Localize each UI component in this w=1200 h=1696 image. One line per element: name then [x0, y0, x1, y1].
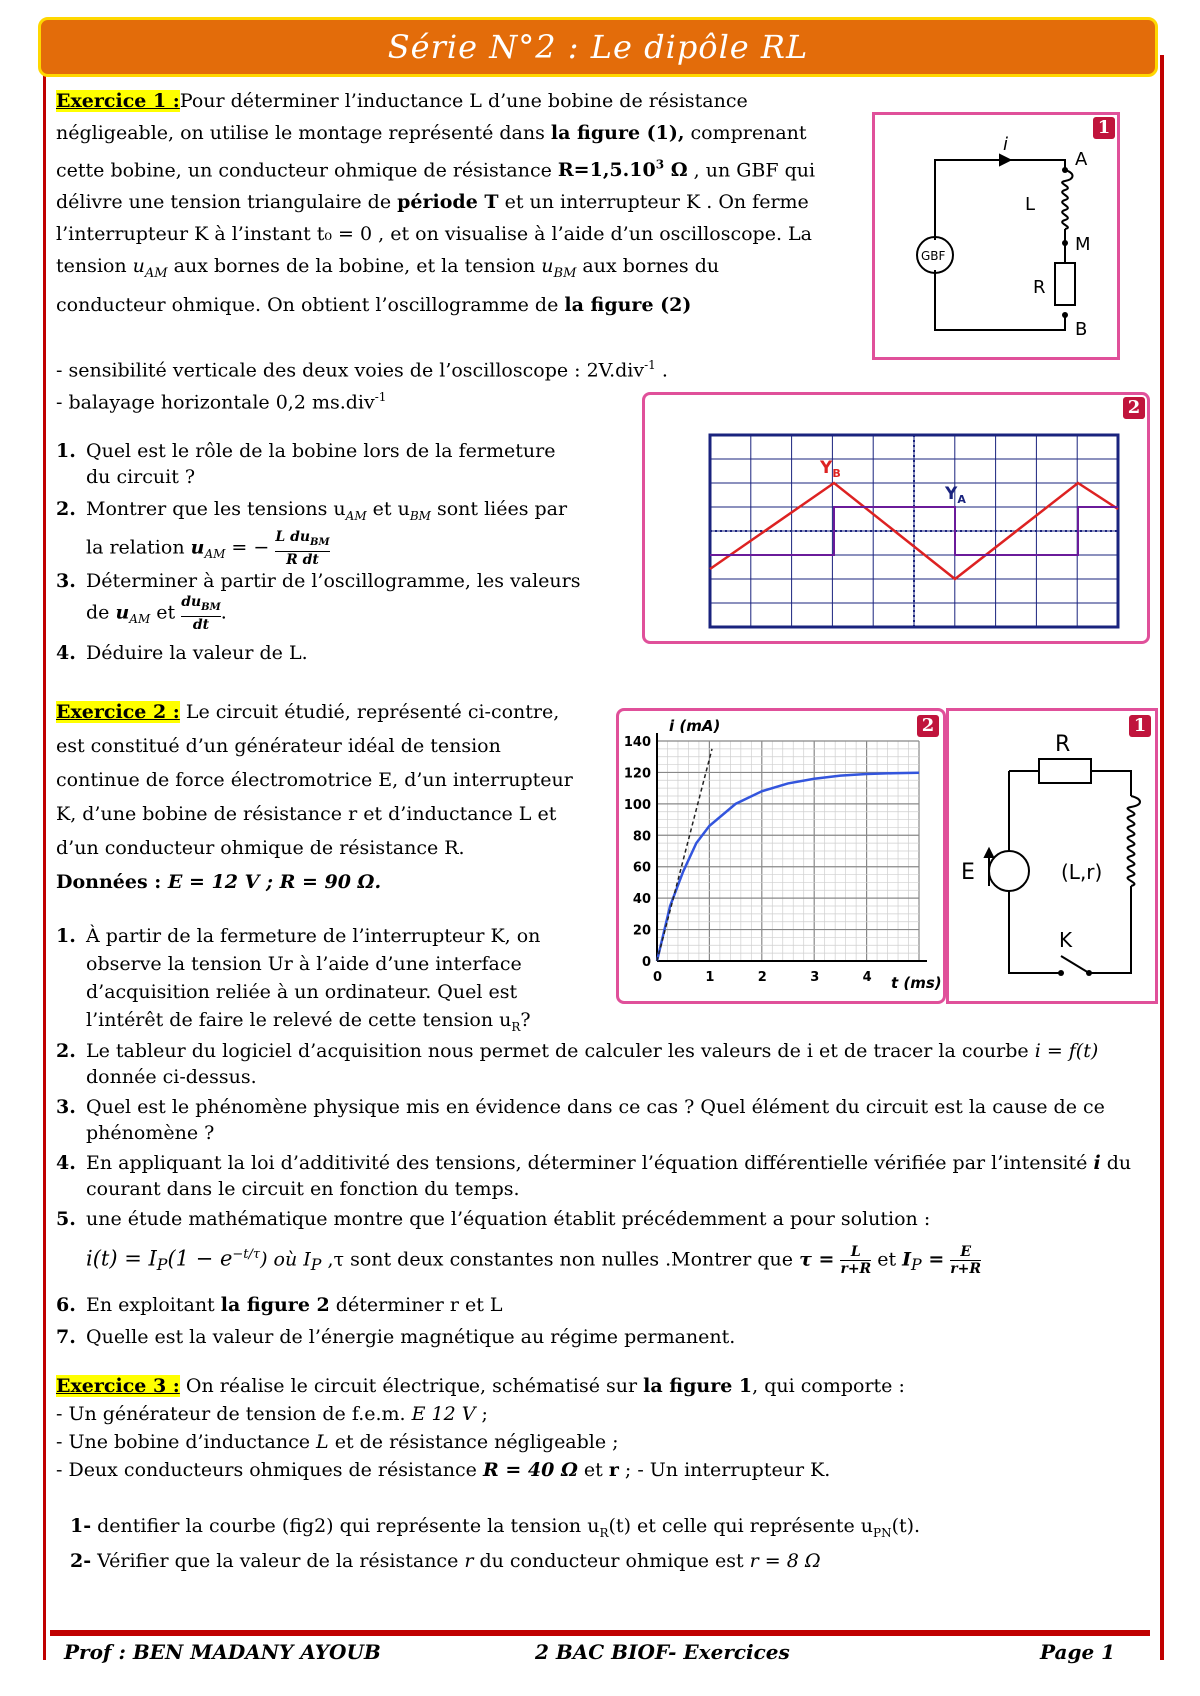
chart-ytick: 60	[632, 860, 651, 876]
footer-page: Page 1	[1040, 1640, 1116, 1664]
ex1-fig2-badge: 2	[1123, 397, 1145, 419]
chart-ytick: 0	[641, 955, 651, 970]
ex1-intro: Exercice 1 :Pour déterminer l’inductance L d’une bobine de résistance négligeable, on utilise le montage représenté dans la figure (1), comprenant cette bobine, un conducteur ohmique de résistance $R=1,5.10^3$ Ω , un GBF qui délivre une tension triangulaire de période T et un interrupteur K . On ferme l’interrupteur K à l’instant t₀ = 0 , et on visualise à l’aide d’un oscilloscope. La tension $u_{AM}$ aux bornes de la bobine, et la tension $u_{BM}$ aux bornes du conducteur ohmique. On obtient l’oscillogramme de la figure (2)	[56, 90, 816, 317]
ex1-figure-2	[642, 392, 1150, 644]
label-B: B	[1075, 319, 1088, 340]
ex2-question-7: 7. Quelle est la valeur de l’énergie magnétique au régime permanent.	[56, 1326, 736, 1348]
ex2-question-4: 4. En appliquant la loi d’additivité des tensions, déterminer l’équation différentielle vérifiée par l’intensité i du courant dans le circuit en fonction du temps.	[56, 1152, 1132, 1200]
chart-ytick: 80	[632, 829, 651, 845]
chart-xtick: 0	[653, 970, 663, 985]
label-E: E	[961, 860, 975, 885]
ex1-label: Exercice 1 :	[56, 90, 180, 112]
label-gbf: GBF	[921, 249, 946, 263]
ex2-question-1: 1. À partir de la fermeture de l’interrupteur K, on observe la tension Ur à l’aide d’une interface d’acquisition reliée à un ordinateur. Quel est l’intérêt de faire le relevé de cette tension $u_R$?	[56, 925, 541, 1034]
ex3-body: Exercice 3 : On réalise le circuit électrique, schématisé sur la figure 1, qui comporte : - Un générateur de tension de f.e.m. E 12 V ; - Une bobine d’inductance L et de résistance négligeable ; - Deux conducteurs ohmiques de résistance R = 40 Ω et r ; - Un interrupteur K.	[56, 1375, 905, 1481]
ex2-question-2: 2. Le tableur du logiciel d’acquisition nous permet de calculer les valeurs de i et de tracer la courbe i = f(t) donnée ci-dessus.	[56, 1040, 1099, 1088]
label-A: A	[1075, 149, 1088, 170]
ex1-question-3: 3. Déterminer à partir de l’oscillogramme, les valeurs de $u_{AM}$ et $du_{BM}$ dt .	[56, 570, 581, 633]
label-R: R	[1055, 732, 1071, 757]
ex2-question-5: 5. une étude mathématique montre que l’équation établit précédemment a pour solution : $i(t) = I_P(1 - e^{-t/\tau})$ où $I_P$ ,τ sont deux constantes non nulles .Montrer que τ = $\frac{L}{r+R}$ et $I_P$ = $\frac{E}{r+R}$	[56, 1208, 982, 1277]
chart-ytick: 100	[623, 797, 651, 813]
ex3-questions: 1- dentifier la courbe (fig2) qui représente la tension $u_R(t)$ et celle qui représente $u_{PN}(t)$. 2- Vérifier que la valeur de la résistance r du conducteur ohmique est r = 8 Ω	[70, 1515, 921, 1572]
title-banner	[38, 17, 1158, 77]
ex2-question-6: 6. En exploitant la figure 2 déterminer r et L	[56, 1294, 503, 1316]
ex1-question-1: 1. Quel est le rôle de la bobine lors de la fermeture du circuit ?	[56, 440, 556, 488]
current-chart	[619, 711, 943, 1001]
ex2-figure-1	[946, 708, 1158, 1004]
label-i: i	[1003, 134, 1009, 155]
footer-prof: Prof : BEN MADANY AYOUB	[64, 1640, 381, 1664]
ex2-intro: Exercice 2 : Le circuit étudié, représenté ci-contre, est constitué d’un générateur idéal de tension continue de force électromotrice E, d’un interrupteur K, d’une bobine de résistance r et d’inductance L et d’un conducteur ohmique de résistance R. Données : E = 12 V ; R = 90 Ω.	[56, 701, 573, 893]
ex2-label: Exercice 2 :	[56, 701, 180, 723]
rl-circuit-diagram	[949, 711, 1155, 1001]
chart-xlabel: t (ms)	[891, 974, 942, 992]
label-yb: $Y_B$	[820, 458, 841, 480]
ex2-question-3: 3. Quel est le phénomène physique mis en évidence dans ce cas ? Quel élément du circuit est la cause de ce phénomène ?	[56, 1096, 1105, 1144]
ex1-settings: - sensibilité verticale des deux voies de l’oscilloscope : 2V.div$^{-1}$ . - balayage horizontale 0,2 ms.div$^{-1}$	[56, 358, 668, 414]
chart-ytick: 120	[623, 766, 651, 782]
chart-ytick: 20	[632, 923, 651, 939]
footer-rule	[50, 1630, 1150, 1636]
ex1-figure-1	[872, 112, 1120, 360]
ex2-fig1-badge: 1	[1129, 715, 1151, 737]
ex1-circuit-diagram	[875, 115, 1117, 357]
ex3-label: Exercice 3 :	[56, 1375, 180, 1397]
ex1-fig1-badge: 1	[1093, 117, 1115, 139]
chart-xtick: 1	[705, 970, 715, 985]
ex1-question-4: 4. Déduire la valeur de L.	[56, 642, 308, 664]
chart-xtick: 4	[862, 970, 872, 985]
page-frame-right	[1160, 55, 1164, 1660]
page-title: Série N°2 : Le dipôle RL	[387, 28, 809, 66]
chart-xtick: 3	[810, 970, 820, 985]
page-frame-left	[43, 20, 46, 1660]
chart-ytick: 140	[623, 735, 651, 750]
ex2-fig2-badge: 2	[917, 715, 939, 737]
chart-ylabel: i (mA)	[669, 717, 721, 735]
label-R: R	[1033, 277, 1046, 298]
label-ya: $Y_A$	[945, 484, 966, 506]
chart-xtick: 2	[757, 970, 767, 985]
chart-ytick: 40	[632, 892, 651, 908]
label-Lr: (L,r)	[1061, 860, 1103, 884]
footer-class: 2 BAC BIOF- Exercices	[535, 1640, 790, 1664]
ex1-question-2: 2. Montrer que les tensions $u_{AM}$ et $u_{BM}$ sont liées par la relation $u_{AM}$ = − L $du_{BM}$ R dt	[56, 498, 568, 568]
oscillogram	[645, 395, 1147, 641]
label-K: K	[1059, 928, 1073, 952]
label-M: M	[1075, 234, 1091, 255]
label-L: L	[1025, 194, 1036, 215]
ex2-figure-2	[616, 708, 946, 1004]
